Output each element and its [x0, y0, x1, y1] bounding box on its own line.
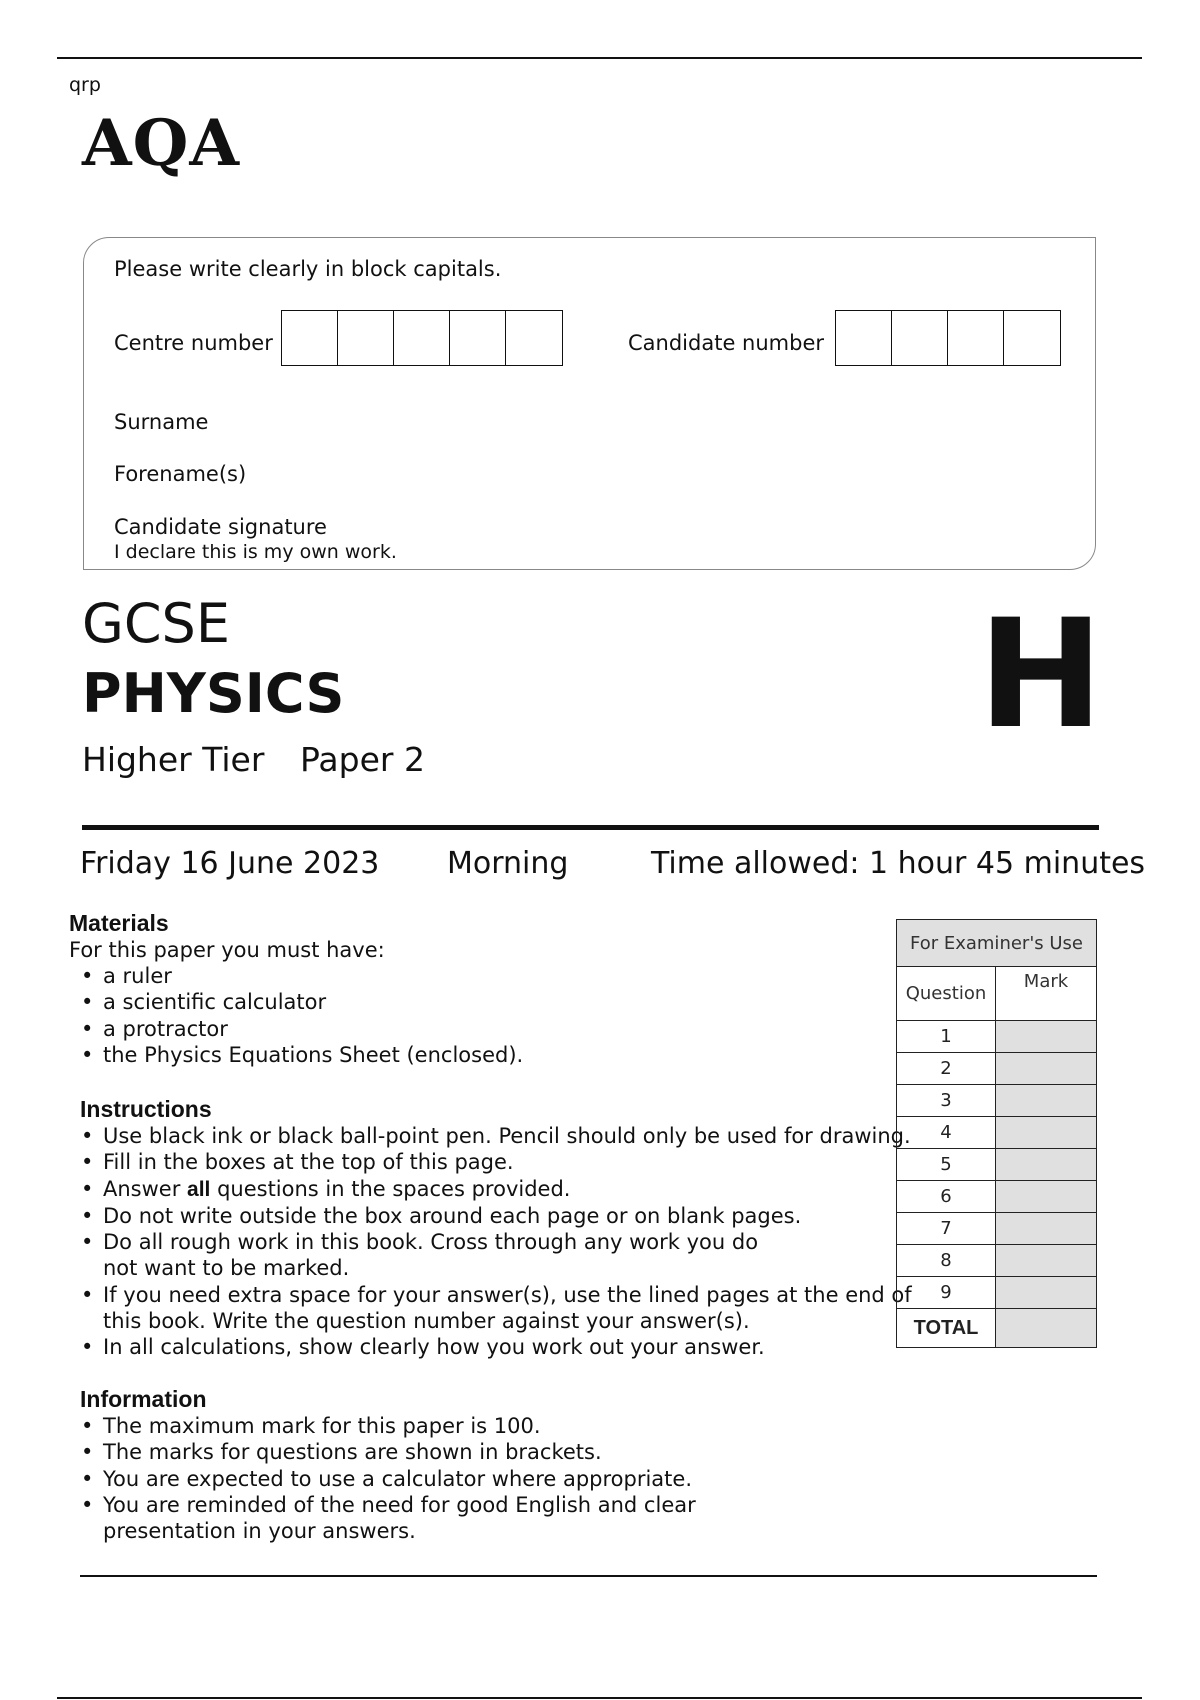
candidate-number-label: Candidate number: [628, 331, 824, 355]
table-row: [897, 1053, 1097, 1085]
list-item: • a scientific calculator: [69, 989, 523, 1015]
table-row: [897, 1021, 1097, 1053]
top-rule: [57, 57, 1142, 59]
list-item: • Use black ink or black ball-point pen. Pencil should only be used for drawing.: [69, 1123, 912, 1149]
mark-cell[interactable]: [996, 1149, 1097, 1181]
centre-number-boxes[interactable]: [281, 310, 563, 366]
list-item: • Fill in the boxes at the top of this page.: [69, 1149, 912, 1175]
list-item: [69, 1492, 696, 1545]
mark-cell[interactable]: [996, 1021, 1097, 1053]
list-item: [69, 1282, 912, 1335]
total-label: TOTAL: [897, 1309, 996, 1348]
list-item-text: not want to be marked.: [103, 1256, 350, 1281]
table-row: [897, 1181, 1097, 1213]
bottom-rule: [80, 1575, 1097, 1577]
mark-cell[interactable]: [996, 1053, 1097, 1085]
materials-intro: For this paper you must have:: [69, 938, 385, 962]
centre-digit-box[interactable]: [338, 311, 394, 365]
instructions-list: [69, 1123, 912, 1361]
tier-letter: H: [978, 588, 1104, 762]
emphasis-all: all: [187, 1177, 211, 1201]
materials-title: Materials: [69, 910, 169, 936]
question-number: 3: [897, 1085, 996, 1117]
table-row: [897, 1277, 1097, 1309]
question-number: 6: [897, 1181, 996, 1213]
centre-number-label: Centre number: [114, 331, 273, 355]
list-item-text: Do all rough work in this book. Cross through any work you do: [103, 1230, 759, 1255]
time-allowed: Time allowed: 1 hour 45 minutes: [651, 846, 1146, 881]
page-bottom-rule: [57, 1697, 1142, 1699]
question-number: 2: [897, 1053, 996, 1085]
candidate-digit-box[interactable]: [836, 311, 892, 365]
aqa-logo: AQA: [82, 106, 241, 181]
exam-session: Morning: [447, 846, 569, 881]
list-item-text: Answer: [103, 1176, 188, 1201]
question-column-header: Question: [897, 967, 996, 1021]
table-row: [897, 1149, 1097, 1181]
surname-label: Surname: [114, 410, 209, 434]
information-title: Information: [80, 1386, 207, 1412]
mark-cell[interactable]: [996, 1245, 1097, 1277]
qualification-title: GCSE: [82, 592, 230, 655]
list-item: • the Physics Equations Sheet (enclosed).: [69, 1042, 523, 1068]
question-number: 9: [897, 1277, 996, 1309]
information-list: [69, 1413, 696, 1544]
centre-digit-box[interactable]: [450, 311, 506, 365]
candidate-digit-box[interactable]: [892, 311, 948, 365]
table-row: [897, 1213, 1097, 1245]
list-item: • In all calculations, show clearly how you work out your answer.: [69, 1334, 912, 1360]
mark-cell[interactable]: [996, 1181, 1097, 1213]
candidate-digit-box[interactable]: [1004, 311, 1060, 365]
question-number: 4: [897, 1117, 996, 1149]
list-item: • Do not write outside the box around each page or on blank pages.: [69, 1203, 912, 1229]
list-item: • a protractor: [69, 1016, 523, 1042]
candidate-number-boxes[interactable]: [835, 310, 1061, 366]
list-item-text: If you need extra space for your answer(s), use the lined pages at the end of: [103, 1282, 912, 1307]
list-item: [69, 1229, 912, 1282]
declaration-text: I declare this is my own work.: [114, 541, 397, 563]
list-item: [69, 1176, 912, 1203]
mark-cell[interactable]: [996, 1277, 1097, 1309]
title-rule: [82, 825, 1099, 830]
question-number: 8: [897, 1245, 996, 1277]
question-number: 7: [897, 1213, 996, 1245]
instructions-title: Instructions: [80, 1096, 212, 1122]
signature-label: Candidate signature: [114, 515, 327, 539]
forenames-label: Forename(s): [114, 462, 247, 486]
table-row: [897, 1245, 1097, 1277]
question-number: 1: [897, 1021, 996, 1053]
mark-cell[interactable]: [996, 1085, 1097, 1117]
block-capitals-instruction: Please write clearly in block capitals.: [114, 257, 502, 281]
exam-date: Friday 16 June 2023: [80, 846, 380, 881]
list-item-text: this book. Write the question number against your answer(s).: [103, 1309, 750, 1334]
table-row: [897, 1085, 1097, 1117]
mark-cell[interactable]: [996, 1117, 1097, 1149]
total-mark-cell[interactable]: [996, 1309, 1097, 1348]
table-row: [897, 1309, 1097, 1348]
centre-digit-box[interactable]: [394, 311, 450, 365]
question-number: 5: [897, 1149, 996, 1181]
list-item-text: You are reminded of the need for good English and clear: [103, 1492, 696, 1517]
subject-title: PHYSICS: [82, 662, 345, 725]
list-item-text: presentation in your answers.: [103, 1519, 416, 1544]
table-row: [897, 1117, 1097, 1149]
list-item-text: questions in the spaces provided.: [210, 1176, 571, 1201]
list-item: • The marks for questions are shown in brackets.: [69, 1439, 696, 1465]
candidate-digit-box[interactable]: [948, 311, 1004, 365]
mark-column-header: Mark: [996, 967, 1097, 1021]
examiner-use-table: [896, 919, 1097, 1348]
list-item: • a ruler: [69, 963, 523, 989]
materials-list: [69, 963, 523, 1068]
centre-digit-box[interactable]: [506, 311, 562, 365]
tier-label: Higher Tier: [82, 740, 265, 779]
mark-cell[interactable]: [996, 1213, 1097, 1245]
header-tag: qrp: [69, 74, 101, 96]
centre-digit-box[interactable]: [282, 311, 338, 365]
list-item: • You are expected to use a calculator where appropriate.: [69, 1466, 696, 1492]
examiner-table-title: For Examiner's Use: [897, 920, 1097, 967]
list-item: • The maximum mark for this paper is 100.: [69, 1413, 696, 1439]
paper-label: Paper 2: [300, 740, 425, 779]
